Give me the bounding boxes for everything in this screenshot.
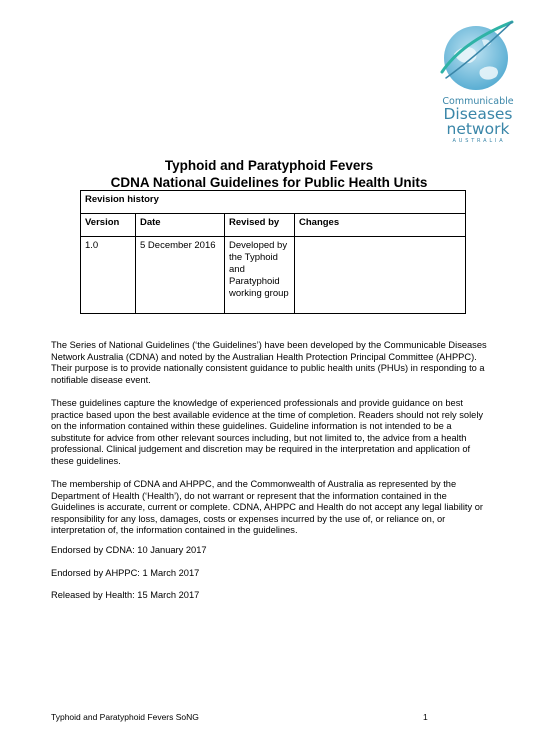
- release-health: Released by Health: 15 March 2017: [51, 590, 200, 600]
- cell-revised-by: Developed by the Typhoid and Paratyphoid working group: [225, 237, 295, 314]
- header-revised-by: Revised by: [225, 214, 295, 237]
- table-row: [81, 237, 466, 314]
- document-subtitle: CDNA National Guidelines for Public Health Units: [110, 175, 428, 190]
- document-title: Typhoid and Paratyphoid Fevers: [164, 158, 374, 173]
- logo-line-1: Communicable: [442, 96, 514, 107]
- disclaimer-paragraph: The membership of CDNA and AHPPC, and the Commonwealth of Australia as represented by the Department of Health (‘Health’), do not warrant or represent that the information contained in the Guidelines is accurate, current or complete. CDNA, AHPPC and Health do not accept any legal liability or responsibility for any loss, damages, costs or expenses incurred by the use of, or reliance on, or interpretation of, the information contained in the guidelines.: [51, 479, 484, 536]
- guidance-paragraph: These guidelines capture the knowledge of experienced professionals and provide guidance on best practice based upon the best available evidence at the time of completion. Readers should not rely solely on the information contained within these guidelines. Guideline information is not intended to be a substitute for advice from other relevant sources including, but not limited to, the advice from a health professional. Clinical judgement and discretion may be required in the interpretation and application of these guidelines.: [51, 398, 484, 466]
- footer-title: Typhoid and Paratyphoid Fevers SoNG: [51, 712, 199, 722]
- cell-version: 1.0: [81, 237, 136, 314]
- logo-line-3: network: [446, 120, 510, 138]
- globe-icon: [436, 14, 520, 98]
- cell-changes: [295, 237, 466, 314]
- cdna-logo: [436, 14, 520, 150]
- table-header-row: [81, 214, 466, 237]
- header-version: Version: [81, 214, 136, 237]
- logo-wordmark: [436, 96, 520, 146]
- revision-caption: Revision history: [81, 191, 466, 214]
- header-date: Date: [136, 214, 225, 237]
- page-number: 1: [423, 712, 428, 722]
- header-changes: Changes: [295, 214, 466, 237]
- logo-line-4: AUSTRALIA: [452, 138, 506, 144]
- cell-date: 5 December 2016: [136, 237, 225, 314]
- endorsement-ahppc: Endorsed by AHPPC: 1 March 2017: [51, 568, 200, 578]
- intro-paragraph: The Series of National Guidelines (‘the Guidelines’) have been developed by the Communicable Diseases Network Australia (CDNA) and noted by the Australian Health Protection Principal Committee (AHPPC). Their purpose is to provide nationally consistent guidance to public health units (PHUs) in responding to a notifiable disease event.: [51, 340, 487, 385]
- revision-history-table: [80, 190, 466, 314]
- revision-caption-row: [81, 191, 466, 214]
- logo-line-2: Diseases: [443, 105, 513, 123]
- endorsement-cdna: Endorsed by CDNA: 10 January 2017: [51, 545, 207, 555]
